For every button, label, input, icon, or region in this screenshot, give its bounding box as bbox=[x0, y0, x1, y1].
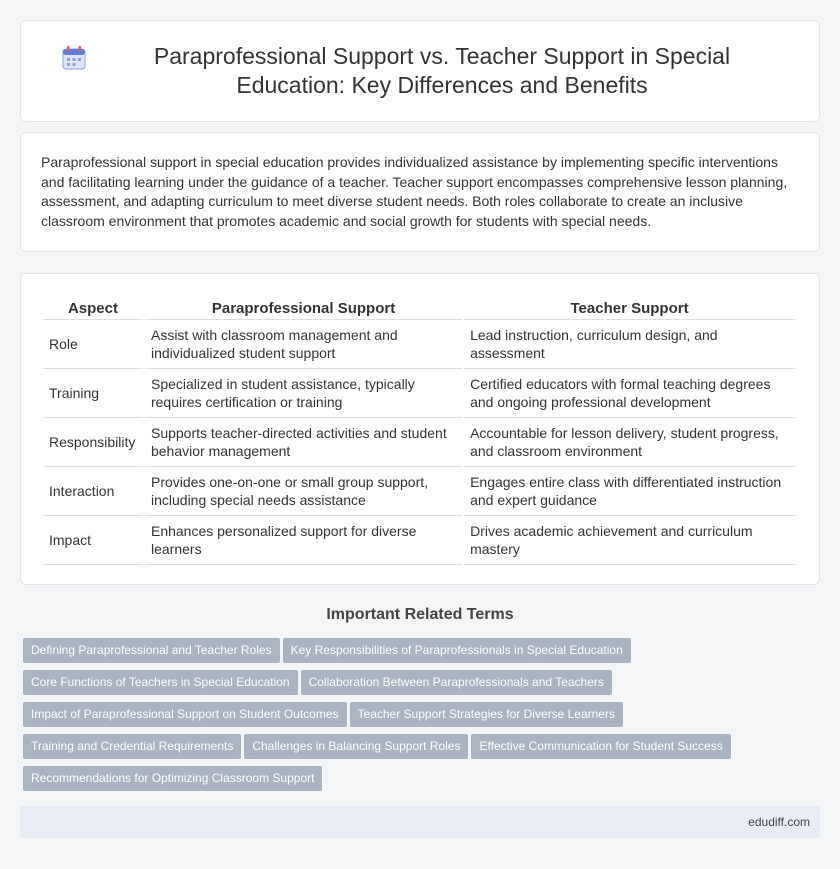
cell-paraprofessional: Assist with classroom management and individualized student support bbox=[145, 320, 462, 369]
cell-paraprofessional: Enhances personalized support for diverse learners bbox=[145, 516, 462, 565]
related-term-tag[interactable]: Defining Paraprofessional and Teacher Roles bbox=[23, 638, 280, 663]
page-title: Paraprofessional Support vs. Teacher Support in Special Education: Key Differences and Benefits bbox=[153, 43, 731, 98]
footer bbox=[20, 806, 820, 838]
related-term-tag[interactable]: Challenges in Balancing Support Roles bbox=[244, 734, 468, 759]
table-row bbox=[43, 418, 795, 467]
cell-paraprofessional: Provides one-on-one or small group support, including special needs assistance bbox=[145, 467, 462, 516]
comparison-table-card bbox=[20, 273, 820, 585]
related-term-tag[interactable]: Key Responsibilities of Paraprofessionals in Special Education bbox=[283, 638, 631, 663]
intro-card bbox=[20, 132, 820, 252]
related-term-tag[interactable]: Impact of Paraprofessional Support on Student Outcomes bbox=[23, 702, 347, 727]
calendar-icon bbox=[61, 45, 87, 71]
related-term-tag[interactable]: Collaboration Between Paraprofessionals and Teachers bbox=[301, 670, 612, 695]
footer-site-link[interactable]: edudiff.com bbox=[748, 815, 810, 829]
cell-paraprofessional: Supports teacher-directed activities and student behavior management bbox=[145, 418, 462, 467]
cell-aspect: Impact bbox=[43, 516, 143, 565]
cell-aspect: Interaction bbox=[43, 467, 143, 516]
intro-paragraph: Paraprofessional support in special education provides individualized assistance by implementing specific interventions and facilitating learning under the guidance of a teacher. Teacher support encompasses comprehensive lesson planning, assessment, and adapting curriculum to meet diverse student needs. Both roles collaborate to create an inclusive classroom environment that promotes academic and social growth for students with special needs. bbox=[41, 154, 788, 229]
cell-teacher: Engages entire class with differentiated instruction and expert guidance bbox=[464, 467, 795, 516]
cell-teacher: Lead instruction, curriculum design, and assessment bbox=[464, 320, 795, 369]
table-row bbox=[43, 369, 795, 418]
cell-aspect: Responsibility bbox=[43, 418, 143, 467]
header-teacher: Teacher Support bbox=[464, 294, 795, 320]
cell-teacher: Accountable for lesson delivery, student progress, and classroom environment bbox=[464, 418, 795, 467]
table-row bbox=[43, 516, 795, 565]
related-terms-tags bbox=[23, 638, 813, 798]
cell-aspect: Role bbox=[43, 320, 143, 369]
related-term-tag[interactable]: Training and Credential Requirements bbox=[23, 734, 241, 759]
header-paraprofessional: Paraprofessional Support bbox=[145, 294, 462, 320]
table-row bbox=[43, 320, 795, 369]
related-term-tag[interactable]: Recommendations for Optimizing Classroom Support bbox=[23, 766, 322, 791]
table-row bbox=[43, 467, 795, 516]
related-terms-title: Important Related Terms bbox=[326, 606, 514, 623]
cell-paraprofessional: Specialized in student assistance, typically requires certification or training bbox=[145, 369, 462, 418]
cell-teacher: Certified educators with formal teaching degrees and ongoing professional development bbox=[464, 369, 795, 418]
cell-aspect: Training bbox=[43, 369, 143, 418]
cell-teacher: Drives academic achievement and curriculum mastery bbox=[464, 516, 795, 565]
table-header-row bbox=[43, 294, 795, 320]
related-term-tag[interactable]: Teacher Support Strategies for Diverse Learners bbox=[350, 702, 623, 727]
title-wrap bbox=[21, 42, 819, 100]
related-term-tag[interactable]: Core Functions of Teachers in Special Education bbox=[23, 670, 298, 695]
title-card bbox=[20, 20, 820, 122]
related-term-tag[interactable]: Effective Communication for Student Success bbox=[471, 734, 730, 759]
comparison-table bbox=[41, 294, 797, 565]
header-aspect: Aspect bbox=[43, 294, 143, 320]
